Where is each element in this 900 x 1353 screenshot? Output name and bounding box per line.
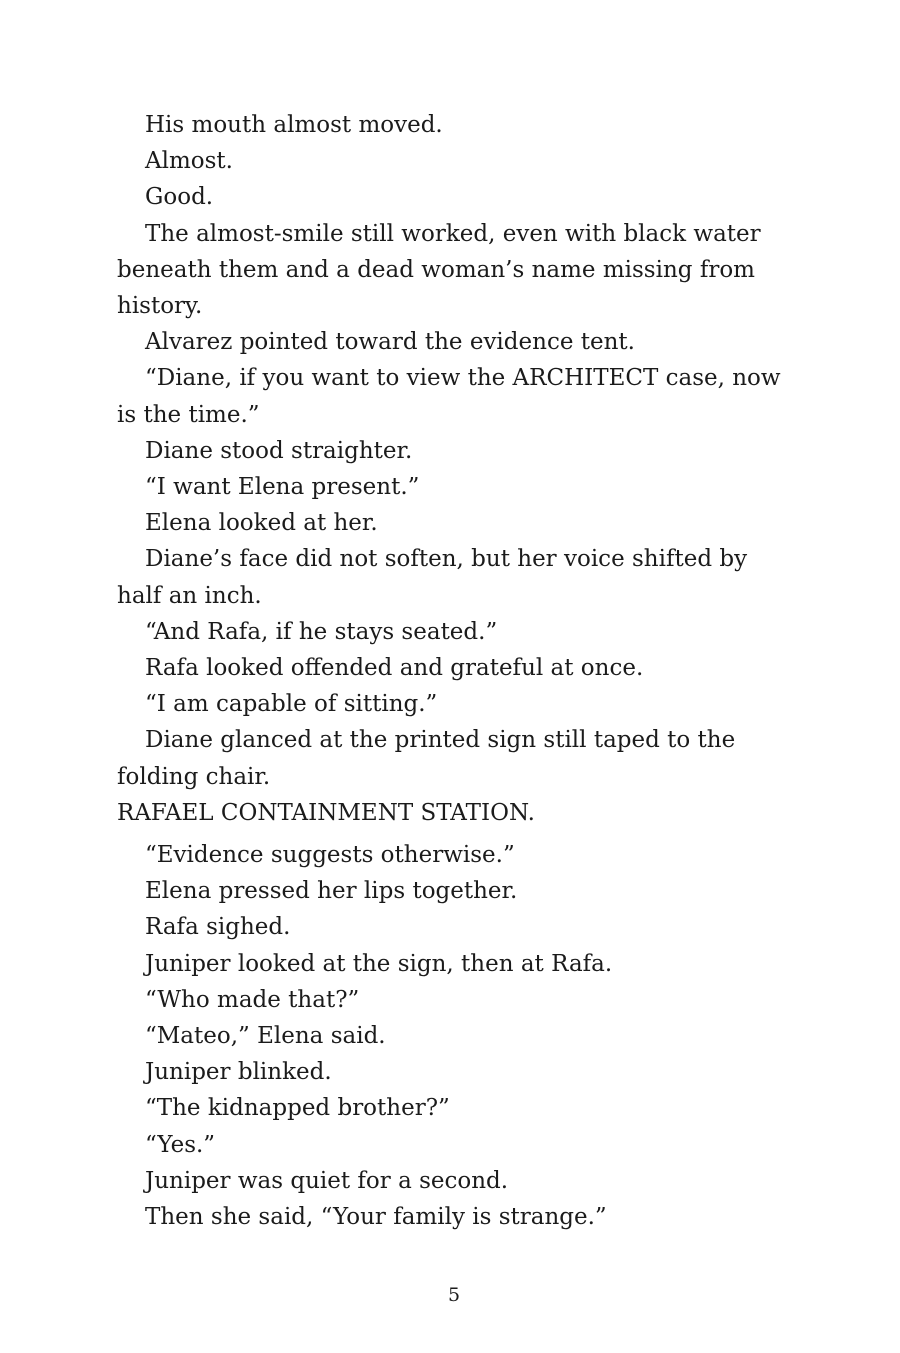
paragraph: “Diane, if you want to view the ARCHITECT case, now is the time.” — [117, 365, 781, 428]
paragraph: Juniper looked at the sign, then at Rafa. — [145, 950, 613, 977]
paragraph: Juniper blinked. — [145, 1059, 332, 1086]
paragraph: Then she said, “Your family is strange.” — [145, 1204, 607, 1231]
paragraph: The almost-smile still worked, even with black water beneath them and a dead woman’s name missing from history. — [117, 220, 761, 320]
paragraph: His mouth almost moved. — [145, 112, 443, 138]
paragraph: Elena pressed her lips together. — [145, 878, 518, 905]
paragraph: Juniper was quiet for a second. — [145, 1167, 509, 1194]
paragraph: Good. — [145, 184, 214, 211]
paragraph: “I am capable of sitting.” — [145, 691, 438, 718]
paragraph: “Yes.” — [145, 1131, 216, 1158]
paragraph: Diane glanced at the printed sign still taped to the folding chair. — [117, 727, 736, 790]
body-text — [117, 107, 789, 1235]
paragraph: “Mateo,” Elena said. — [145, 1023, 386, 1050]
paragraph: Rafa sighed. — [145, 914, 291, 941]
paragraph: “I want Elena present.” — [145, 474, 420, 501]
paragraph: “Evidence suggests otherwise.” — [145, 842, 515, 869]
paragraph: Alvarez pointed toward the evidence tent. — [145, 329, 635, 356]
paragraph: Diane’s face did not soften, but her voice shifted by half an inch. — [117, 546, 748, 609]
sign-text-line: RAFAEL CONTAINMENT STATION. — [117, 799, 535, 826]
paragraph: “The kidnapped brother?” — [145, 1095, 450, 1122]
paragraph: “And Rafa, if he stays seated.” — [145, 618, 498, 645]
paragraph: Elena looked at her. — [145, 510, 378, 537]
paragraph: Diane stood straighter. — [145, 437, 413, 464]
paragraph: Almost. — [145, 148, 233, 175]
paragraph: “Who made that?” — [145, 986, 360, 1013]
paragraph: Rafa looked offended and grateful at once. — [145, 655, 644, 682]
page-number: 5 — [447, 1284, 461, 1306]
